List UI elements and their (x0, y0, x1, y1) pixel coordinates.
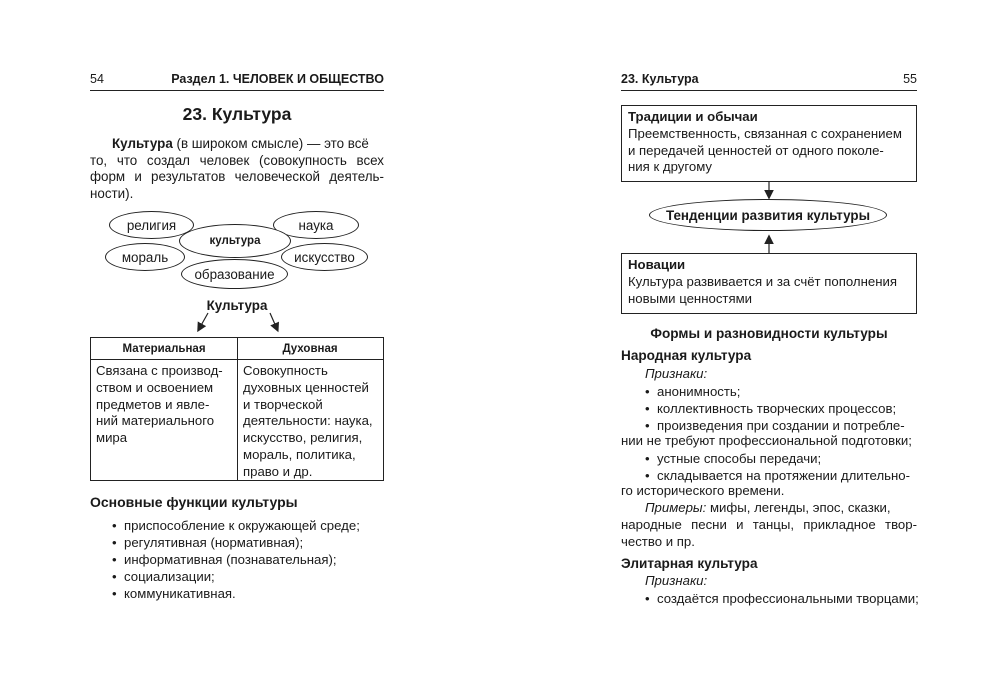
folk-examples-line-1: Примеры: мифы, легенды, эпос, сказки, (645, 500, 891, 515)
list-item: • устные способы передачи; (645, 450, 910, 467)
folk-examples-label: Примеры: (645, 500, 707, 515)
definition-paragraph (90, 136, 384, 202)
ellipse-morality: мораль (105, 243, 185, 271)
list-item: • создаётся профессиональными творцами; (645, 590, 919, 607)
right-page-header (621, 72, 917, 91)
table-header-spiritual: Духовная (237, 338, 383, 360)
list-item: • коммуникативная. (112, 585, 360, 602)
ellipse-religion: религия (109, 211, 194, 239)
definition-line-2: то, что создал человек (совокупность всех (90, 152, 384, 168)
innovations-box: Новации Культура развивается и за счёт пополнения новыми ценностями (621, 253, 917, 314)
functions-list (112, 517, 360, 602)
ellipse-culture-center: культура (179, 224, 291, 258)
left-page-header (90, 72, 384, 91)
table-header-material: Материальная (91, 338, 237, 360)
definition-term: Культура (112, 136, 173, 151)
table-cell-material: Связана с производ- ством и освоением предметов и явле- ний материального мира (96, 363, 223, 446)
traditions-title: Традиции и обычаи (628, 109, 758, 124)
folk-examples-line-2: народные песни и танцы, прикладное твор- (621, 517, 917, 532)
folk-examples-line-3: чество и пр. (621, 534, 695, 549)
elite-signs-list (645, 590, 919, 607)
ellipse-education: образование (181, 259, 288, 289)
innovations-title: Новации (628, 257, 686, 272)
definition-line-1: Культура (в широком смысле) — это всё (112, 136, 369, 151)
running-head-right: 23. Культура (621, 72, 699, 86)
running-head-left: Раздел 1. ЧЕЛОВЕК И ОБЩЕСТВО (171, 72, 384, 86)
elite-signs-label: Признаки: (645, 573, 708, 588)
folk-signs-list (645, 383, 905, 434)
arrow-to-spiritual (270, 313, 277, 329)
folk-culture-heading: Народная культура (621, 348, 752, 363)
page-number-right: 55 (903, 72, 917, 86)
list-item: • произведения при создании и потребле- (645, 417, 905, 434)
ellipse-science: наука (273, 211, 359, 239)
list-item: • коллективность творческих процессов; (645, 400, 905, 417)
forms-heading: Формы и разновидности культуры (650, 326, 888, 341)
list-item: • анонимность; (645, 383, 905, 400)
list-item: • складывается на протяжении длительно- (645, 467, 910, 484)
functions-heading: Основные функции культуры (90, 494, 298, 510)
definition-line-4: ности). (90, 185, 134, 201)
elite-culture-heading: Элитарная культура (621, 556, 758, 571)
folk-item5-continuation: го исторического времени. (621, 483, 785, 498)
arrow-to-material (199, 313, 208, 329)
page-number-left: 54 (90, 72, 104, 86)
list-item: • регулятивная (нормативная); (112, 534, 360, 551)
list-item: • приспособление к окружающей среде; (112, 517, 360, 534)
list-item: • информативная (познавательная); (112, 551, 360, 568)
chapter-title: 23. Культура (182, 104, 292, 124)
traditions-box: Традиции и обычаи Преемственность, связанная с сохранением и передачей ценностей от одного поколе- ния к другому (621, 105, 917, 182)
table-divider (237, 338, 238, 480)
ellipse-art: искусство (281, 243, 368, 271)
folk-signs-list-2 (645, 450, 910, 484)
definition-line-3: форм и результатов человеческой деятель- (90, 169, 384, 185)
trends-ellipse: Тенденции развития культуры (649, 199, 887, 231)
table-cell-spiritual: Совокупность духовных ценностей и творческой деятельности: наука, искусство, религия, мораль, политика, право и др. (243, 363, 373, 479)
folk-item3-continuation: нии не требуют профессиональной подготовки; (621, 433, 912, 448)
split-title: Культура (206, 298, 268, 313)
list-item: • социализации; (112, 568, 360, 585)
right-page (502, 0, 1004, 680)
culture-types-table (90, 337, 384, 481)
folk-signs-label: Признаки: (645, 366, 708, 381)
